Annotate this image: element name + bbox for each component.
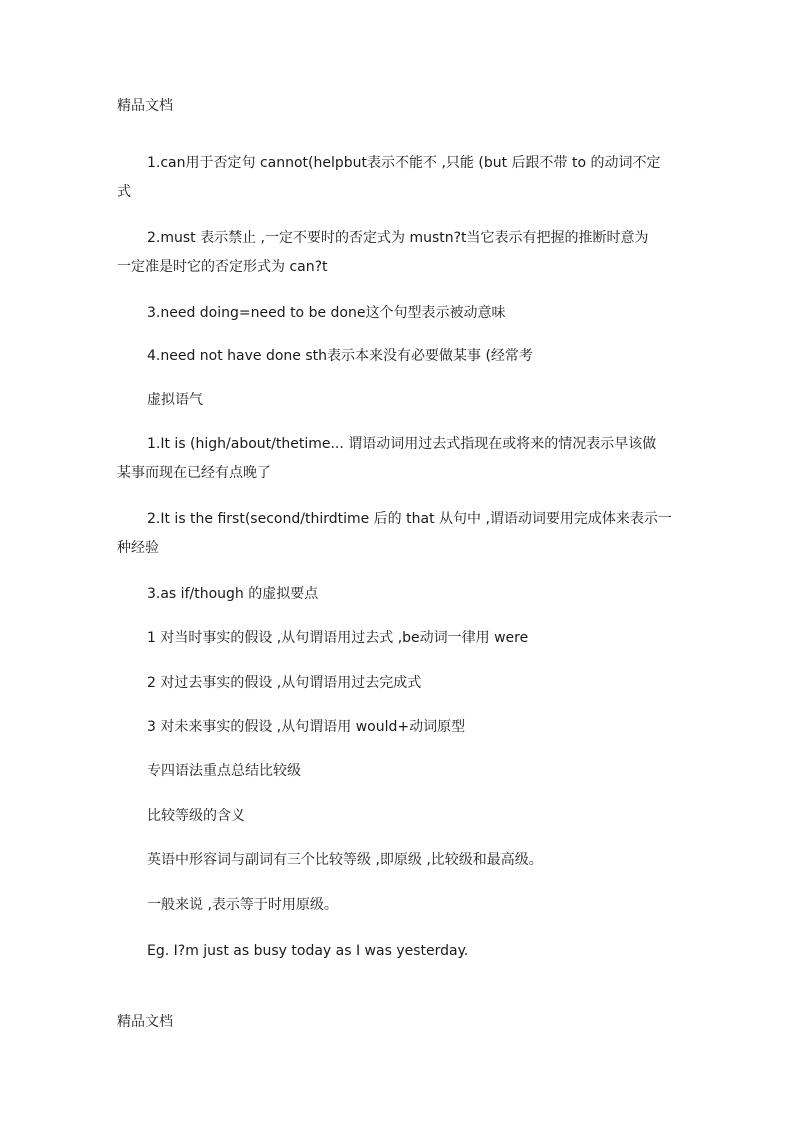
body-line: 1.can用于否定句 cannot(helpbut表示不能不 ,只能 (but 后跟不带 to 的动词不定 <box>147 155 661 171</box>
body-line: 比较等级的含义 <box>147 808 245 824</box>
body-line: 一定准是时它的否定形式为 can?t <box>117 259 328 275</box>
body-line: 3.as if/though 的虚拟要点 <box>147 586 319 602</box>
body-line: 某事而现在已经有点晚了 <box>117 465 271 481</box>
body-line: 英语中形容词与副词有三个比较等级 ,即原级 ,比较级和最高级。 <box>147 852 543 868</box>
body-line: 种经验 <box>117 540 159 556</box>
body-line: 4.need not have done sth表示本来没有必要做某事 (经常考 <box>147 348 533 364</box>
body-line: 1.It is (high/about/thetime... 谓语动词用过去式指现在或将来的情况表示早该做 <box>147 436 657 452</box>
body-line: 式 <box>117 184 131 200</box>
body-line: 2 对过去事实的假设 ,从句谓语用过去完成式 <box>147 675 422 691</box>
page-header: 精品文档 <box>117 98 173 114</box>
example-line: Eg. I?m just as busy today as I was yesterday. <box>147 943 469 959</box>
section-heading: 专四语法重点总结比较级 <box>147 763 301 779</box>
body-line: 一般来说 ,表示等于时用原级。 <box>147 897 338 913</box>
section-heading: 虚拟语气 <box>147 392 203 408</box>
body-line: 2.must 表示禁止 ,一定不要时的否定式为 mustn?t当它表示有把握的推断时意为 <box>147 230 649 246</box>
body-line: 3.need doing=need to be done这个句型表示被动意味 <box>147 305 506 321</box>
body-line: 1 对当时事实的假设 ,从句谓语用过去式 ,be动词一律用 were <box>147 630 529 646</box>
page-footer: 精品文档 <box>117 1014 173 1030</box>
body-line: 2.It is the first(second/thirdtime 后的 that 从句中 ,谓语动词要用完成体来表示一 <box>147 511 672 527</box>
body-line: 3 对未来事实的假设 ,从句谓语用 would+动词原型 <box>147 719 466 735</box>
